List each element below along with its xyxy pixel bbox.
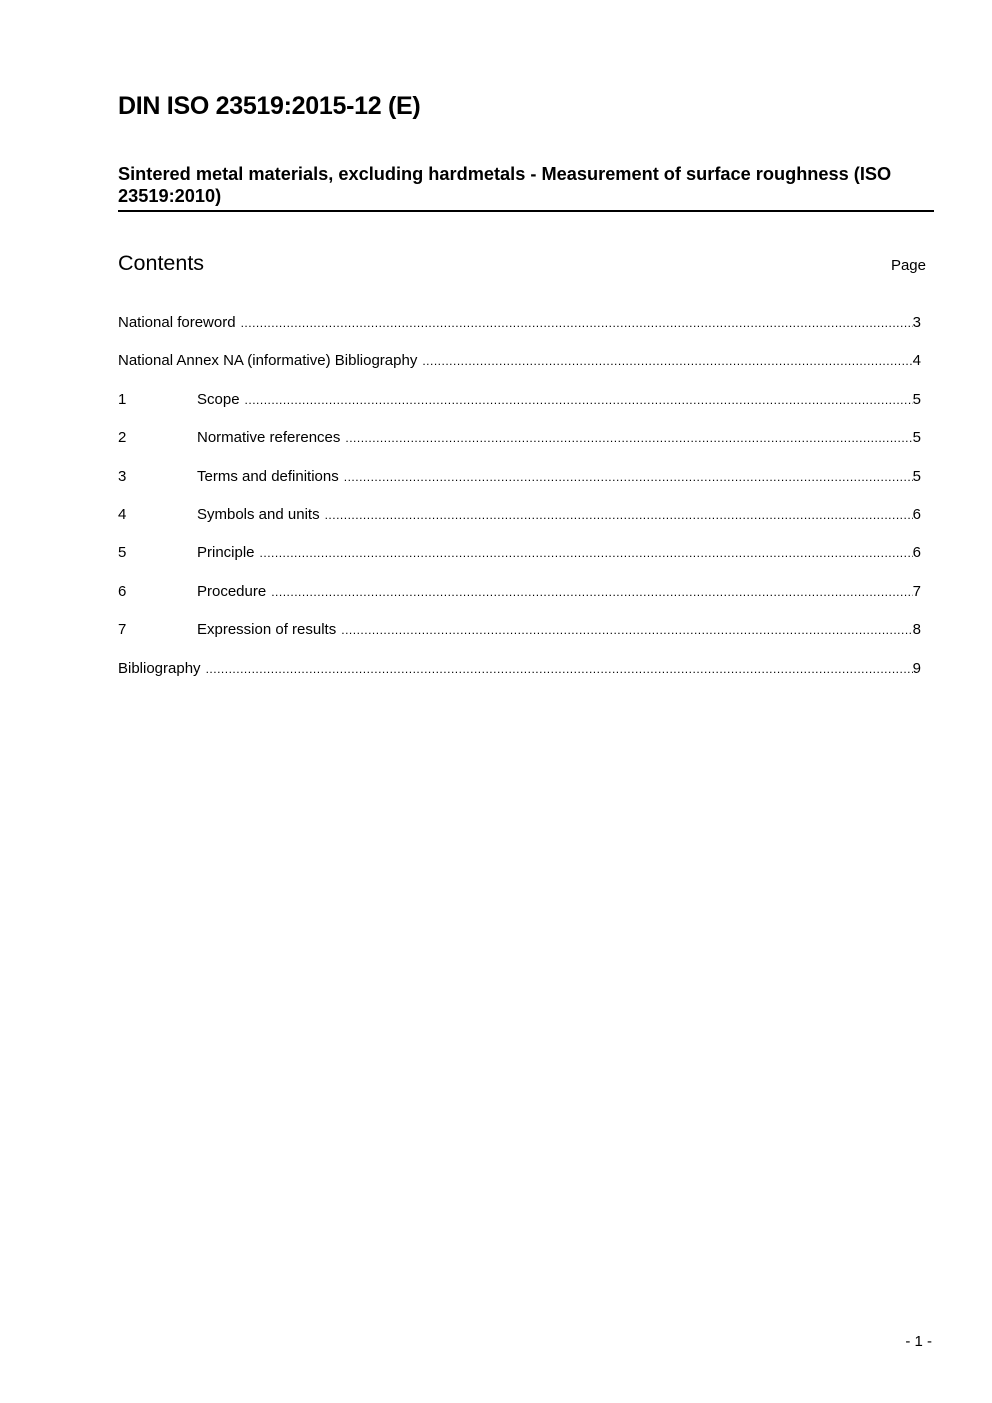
title-divider xyxy=(118,210,934,212)
toc-entry-page: 5 xyxy=(912,467,921,485)
toc-entry-title: Procedure xyxy=(197,582,267,600)
page-column-label: Page xyxy=(890,257,926,274)
toc-entry-national-annex[interactable] xyxy=(118,352,921,390)
toc-entry-national-foreword[interactable] xyxy=(118,314,921,352)
toc-entry-title: Bibliography xyxy=(118,659,201,677)
toc-entry-number: 1 xyxy=(118,390,127,408)
toc-entry-number: 3 xyxy=(118,467,127,485)
toc-entry-title: Scope xyxy=(197,390,240,408)
dot-leader xyxy=(241,316,913,330)
document-subtitle: Sintered metal materials, excluding hardmetals - Measurement of surface roughness (ISO 23519:2010) xyxy=(118,164,892,206)
toc-entry-page: 7 xyxy=(912,582,921,600)
dot-leader xyxy=(344,470,913,484)
page-number: - 1 - xyxy=(905,1333,932,1350)
toc-entry-page: 6 xyxy=(912,544,921,562)
dot-leader xyxy=(245,393,913,407)
toc-entry-page: 5 xyxy=(912,429,921,447)
contents-heading: Contents xyxy=(118,251,205,275)
toc-entry-title: National foreword xyxy=(118,314,236,331)
toc-entry-principle[interactable] xyxy=(118,544,921,582)
dot-leader xyxy=(325,508,913,522)
dot-leader xyxy=(345,431,912,445)
toc-entry-page: 4 xyxy=(912,352,921,370)
toc-entry-number: 7 xyxy=(118,621,127,639)
toc-entry-title: Terms and definitions xyxy=(197,467,339,485)
toc-entry-title: Normative references xyxy=(197,429,341,447)
dot-leader xyxy=(422,354,912,368)
toc-entry-normative-references[interactable] xyxy=(118,429,921,467)
dot-leader xyxy=(341,623,912,637)
toc-entry-page: 9 xyxy=(912,659,921,677)
toc-entry-expression-of-results[interactable] xyxy=(118,621,921,659)
toc-entry-title: Principle xyxy=(197,544,255,562)
dot-leader xyxy=(206,662,913,676)
dot-leader xyxy=(271,585,912,599)
toc-entry-bibliography[interactable] xyxy=(118,660,921,698)
toc-entry-page: 6 xyxy=(912,505,921,523)
toc-entry-procedure[interactable] xyxy=(118,583,921,621)
toc-entry-number: 2 xyxy=(118,429,127,447)
toc-entry-scope[interactable] xyxy=(118,391,921,429)
toc-entry-title: National Annex NA (informative) Bibliography xyxy=(118,352,418,370)
toc-entry-page: 3 xyxy=(912,314,921,331)
toc-entry-page: 8 xyxy=(912,621,921,639)
toc-entry-number: 6 xyxy=(118,582,127,600)
toc-entry-terms-and-definitions[interactable] xyxy=(118,468,921,506)
table-of-contents xyxy=(118,314,921,698)
toc-entry-number: 5 xyxy=(118,544,127,562)
toc-entry-title: Symbols and units xyxy=(197,505,320,523)
toc-entry-symbols-and-units[interactable] xyxy=(118,506,921,544)
toc-entry-title: Expression of results xyxy=(197,621,337,639)
toc-entry-page: 5 xyxy=(912,390,921,408)
dot-leader xyxy=(260,546,913,560)
toc-entry-number: 4 xyxy=(118,505,127,523)
document-title: DIN ISO 23519:2015-12 (E) xyxy=(118,92,421,120)
